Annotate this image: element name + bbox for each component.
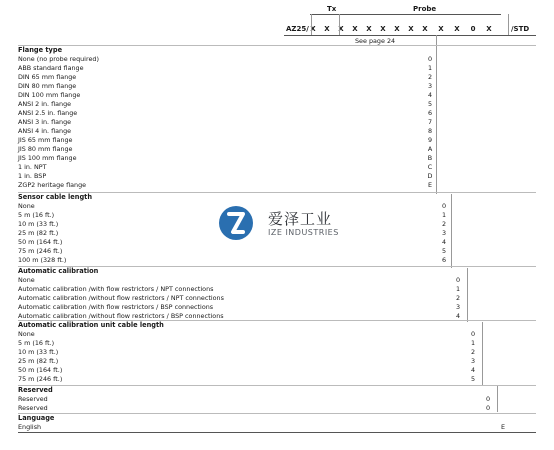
option-row — [18, 181, 536, 190]
option-row — [18, 285, 536, 294]
column-guide-line — [508, 14, 509, 35]
option-code: 0 — [470, 330, 476, 338]
option-code: 1 — [427, 64, 433, 72]
option-label: 25 m (82 ft.) — [18, 357, 59, 365]
option-code: 9 — [427, 136, 433, 144]
code-slot: X — [408, 25, 414, 33]
option-code: 4 — [455, 312, 461, 320]
probe-header: Probe — [413, 5, 437, 13]
option-label: None — [18, 330, 35, 338]
option-code: 0 — [455, 276, 461, 284]
watermark-chinese: 爱泽工业 — [268, 210, 333, 228]
code-slot: X — [380, 25, 386, 33]
option-label: ANSI 2 in. flange — [18, 100, 72, 108]
option-code: E — [500, 423, 506, 431]
option-label: 100 m (328 ft.) — [18, 256, 67, 264]
option-row — [18, 136, 536, 145]
header-main-rule — [284, 35, 536, 36]
code-slot: X — [366, 25, 372, 33]
option-code: 6 — [441, 256, 447, 264]
option-row — [18, 366, 536, 375]
option-label: Automatic calibration /with flow restrictors / BSP connections — [18, 303, 214, 311]
option-code: E — [427, 181, 433, 189]
option-code: 2 — [470, 348, 476, 356]
option-label: None (no probe required) — [18, 55, 99, 63]
code-slot: X — [324, 25, 330, 33]
code-slot: 0 — [470, 25, 476, 33]
code-slot: X — [310, 25, 316, 33]
column-guide-line — [339, 14, 340, 35]
option-code: 1 — [441, 211, 447, 219]
option-code: 5 — [470, 375, 476, 383]
code-slot: X — [454, 25, 460, 33]
section-title: Reserved — [18, 386, 53, 394]
option-code: 8 — [427, 127, 433, 135]
section-header — [18, 386, 536, 395]
option-label: ANSI 4 in. flange — [18, 127, 72, 135]
model-prefix: AZ25/ — [286, 25, 309, 33]
option-label: 25 m (82 ft.) — [18, 229, 59, 237]
option-label: 5 m (16 ft.) — [18, 339, 55, 347]
option-label: 5 m (16 ft.) — [18, 211, 55, 219]
option-code: D — [427, 172, 433, 180]
section-title: Automatic calibration unit cable length — [18, 321, 164, 329]
option-row — [18, 276, 536, 285]
option-row — [18, 100, 536, 109]
option-code: 1 — [455, 285, 461, 293]
code-slot: X — [338, 25, 344, 33]
option-row — [18, 395, 536, 404]
section-header — [18, 46, 536, 55]
option-row — [18, 404, 536, 413]
code-slot: X — [394, 25, 400, 33]
option-row — [18, 163, 536, 172]
option-label: 1 in. BSP — [18, 172, 47, 180]
option-label: Automatic calibration /without flow restrictors / NPT connections — [18, 294, 224, 302]
option-code: 0 — [485, 404, 491, 412]
bottom-rule — [18, 432, 536, 433]
option-code: 4 — [427, 91, 433, 99]
option-code: 2 — [441, 220, 447, 228]
option-code: 4 — [441, 238, 447, 246]
option-code: B — [427, 154, 433, 162]
option-label: ANSI 3 in. flange — [18, 118, 72, 126]
option-label: None — [18, 202, 35, 210]
option-row — [18, 118, 536, 127]
section-title: Sensor cable length — [18, 193, 93, 201]
section-header — [18, 321, 536, 330]
option-label: DIN 65 mm flange — [18, 73, 77, 81]
option-label: DIN 100 mm flange — [18, 91, 81, 99]
option-label: Automatic calibration /with flow restrictors / NPT connections — [18, 285, 214, 293]
column-guide-line — [311, 14, 312, 35]
option-label: Reserved — [18, 395, 48, 403]
option-code: 4 — [470, 366, 476, 374]
option-row — [18, 73, 536, 82]
option-row — [18, 145, 536, 154]
option-code: C — [427, 163, 433, 171]
option-row — [18, 82, 536, 91]
option-code: 0 — [485, 395, 491, 403]
section-title: Flange type — [18, 46, 63, 54]
code-slot: X — [438, 25, 444, 33]
section-title: Language — [18, 414, 55, 422]
section-title: Automatic calibration — [18, 267, 99, 275]
option-code: 6 — [427, 109, 433, 117]
option-code: A — [427, 145, 433, 153]
option-row — [18, 109, 536, 118]
option-row — [18, 348, 536, 357]
code-slot: X — [352, 25, 358, 33]
option-row — [18, 339, 536, 348]
code-slot: X — [422, 25, 428, 33]
option-code: 2 — [455, 294, 461, 302]
option-label: ANSI 2.5 in. flange — [18, 109, 78, 117]
option-row — [18, 172, 536, 181]
option-label: ABB standard flange — [18, 64, 84, 72]
option-label: JIS 100 mm flange — [18, 154, 77, 162]
option-label: DIN 80 mm flange — [18, 82, 77, 90]
option-code: 5 — [427, 100, 433, 108]
option-row — [18, 91, 536, 100]
option-label: 50 m (164 ft.) — [18, 238, 63, 246]
option-label: 10 m (33 ft.) — [18, 220, 59, 228]
option-row — [18, 238, 536, 247]
see-page-note: See page 24 — [355, 37, 396, 45]
option-row — [18, 423, 536, 432]
option-label: 75 m (246 ft.) — [18, 247, 63, 255]
option-row — [18, 330, 536, 339]
option-code: 7 — [427, 118, 433, 126]
tx-header: Tx — [327, 5, 337, 13]
option-code: 3 — [455, 303, 461, 311]
option-label: JIS 80 mm flange — [18, 145, 73, 153]
option-label: English — [18, 423, 42, 431]
option-row — [18, 64, 536, 73]
option-code: 5 — [441, 247, 447, 255]
option-code: 2 — [427, 73, 433, 81]
option-label: 1 in. NPT — [18, 163, 47, 171]
option-code: 1 — [470, 339, 476, 347]
option-row — [18, 294, 536, 303]
section-header — [18, 193, 536, 202]
option-row — [18, 256, 536, 265]
option-label: 10 m (33 ft.) — [18, 348, 59, 356]
option-label: JIS 65 mm flange — [18, 136, 73, 144]
option-row — [18, 357, 536, 366]
option-label: None — [18, 276, 35, 284]
option-row — [18, 375, 536, 384]
code-slot: X — [486, 25, 492, 33]
option-row — [18, 154, 536, 163]
option-row — [18, 303, 536, 312]
option-row — [18, 127, 536, 136]
option-label: 75 m (246 ft.) — [18, 375, 63, 383]
section-header — [18, 267, 536, 276]
option-code: 0 — [441, 202, 447, 210]
option-label: Automatic calibration /without flow restrictors / BSP connections — [18, 312, 224, 320]
option-label: Reserved — [18, 404, 48, 412]
option-code: 3 — [427, 82, 433, 90]
watermark-english: IZE INDUSTRIES — [268, 228, 339, 237]
section-header — [18, 414, 536, 423]
option-code: 3 — [441, 229, 447, 237]
ize-logo-icon — [218, 205, 254, 241]
option-code: 0 — [427, 55, 433, 63]
option-code: 3 — [470, 357, 476, 365]
option-label: ZGP2 heritage flange — [18, 181, 87, 189]
option-row — [18, 247, 536, 256]
option-label: 50 m (164 ft.) — [18, 366, 63, 374]
model-suffix: /STD — [511, 25, 530, 33]
option-row — [18, 55, 536, 64]
